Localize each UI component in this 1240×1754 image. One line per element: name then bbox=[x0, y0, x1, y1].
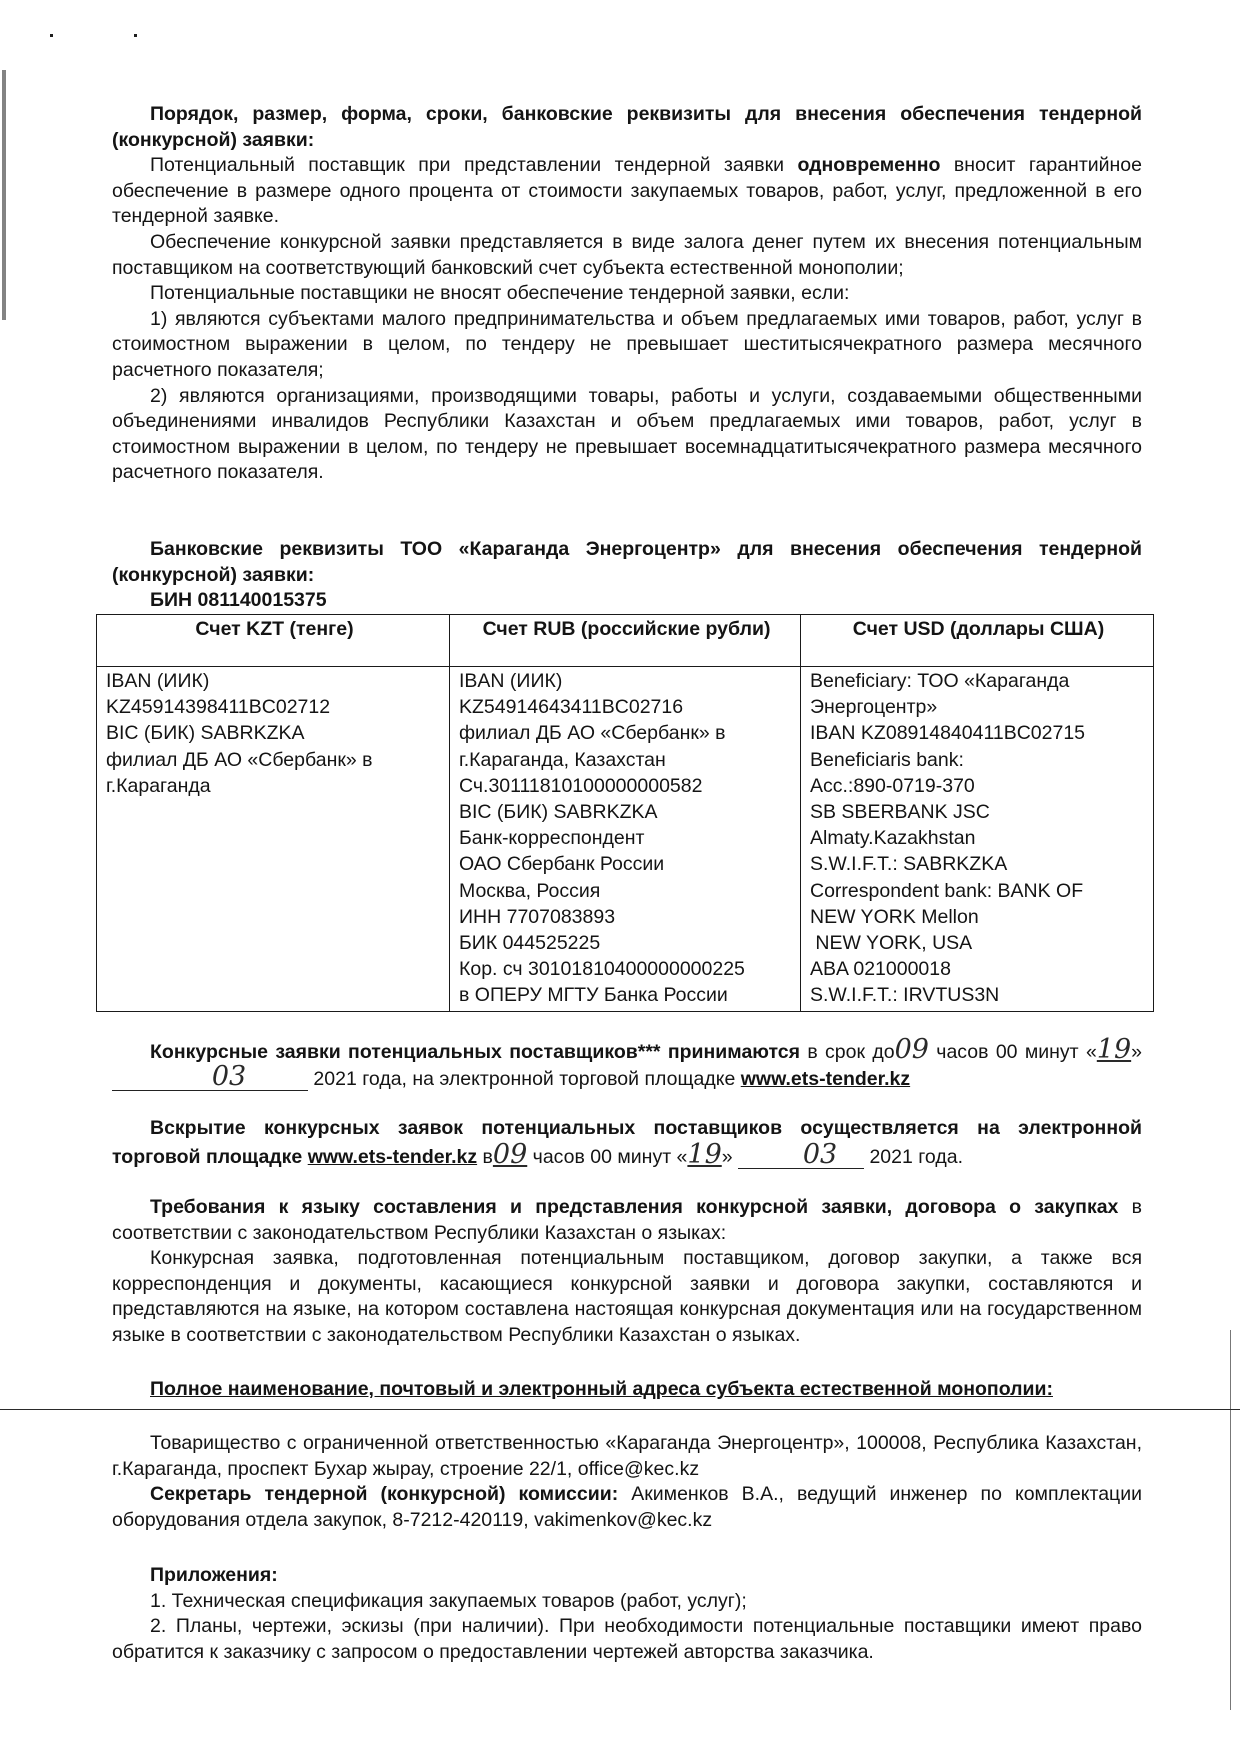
language-section bbox=[112, 1195, 1142, 1349]
handwritten-month: 03 bbox=[211, 1060, 247, 1092]
cell-line: BIC (БИК) SABRKZKA bbox=[106, 722, 305, 745]
cell-line: NEW YORK, USA bbox=[810, 932, 973, 955]
rub-account-cell bbox=[450, 667, 801, 1012]
handwritten-hour: 09 bbox=[894, 1034, 929, 1065]
scan-artifact bbox=[134, 34, 137, 37]
bank-section-heading bbox=[112, 537, 1142, 614]
appendix-item: 1. Техническая спецификация закупаемых товаров (работ, услуг); bbox=[150, 1589, 747, 1612]
cell-line: KZ45914398411BC02712 bbox=[106, 696, 331, 719]
cell-line: S.W.I.F.T.: IRVTUS3N bbox=[810, 984, 1000, 1007]
deadline-paragraph: Конкурсные заявки потенциальных поставщиков*** принимаются в срок до09 часов 00 минут «19» 03 2021 года, на электронной торговой площадке www.ets-tender.kz bbox=[112, 1037, 1142, 1092]
handwritten-month: 03 bbox=[802, 1138, 838, 1170]
guarantee-section bbox=[112, 102, 1142, 486]
exemption-item: 2) являются организациями, производящими товары, работы и услуги, создаваемыми общественными объединениями инвалидов Республики Казахстан и объем предлагаемых ими товаров, работ, услуг в стоимостном выражении в целом, по тендеру не превышает восемнадцатитысячекратного размера месячного расчетного показателя. bbox=[112, 384, 1142, 484]
cell-line: BIC (БИК) SABRKZKA bbox=[459, 801, 658, 824]
cell-line: филиал ДБ АО «Сбербанк» в bbox=[459, 722, 726, 745]
opening-paragraph: Вскрытие конкурсных заявок потенциальных поставщиков осуществляется на электронной торговой площадке www.ets-tender.kz в09 часов 00 минут «19» 03 2021 года. bbox=[112, 1117, 1142, 1170]
column-header-usd: Счет USD (доллары США) bbox=[801, 615, 1154, 667]
cell-line: Банк-корреспондент bbox=[459, 827, 645, 850]
entity-body-section bbox=[112, 1431, 1142, 1533]
horizontal-rule bbox=[0, 1409, 1240, 1410]
cell-line: Москва, Россия bbox=[459, 879, 601, 902]
month-blank bbox=[738, 1138, 864, 1170]
entity-section bbox=[112, 1377, 1142, 1403]
table-header-row bbox=[97, 615, 1154, 667]
cell-line: NEW YORK Mellon bbox=[810, 905, 979, 928]
secretary-paragraph: Секретарь тендерной (конкурсной) комиссии: Акименков В.А., ведущий инженер по комплектации оборудования отдела закупок, 8-7212-420119, vakimenkov@kec.kz bbox=[112, 1483, 1142, 1531]
appendix-heading: Приложения: bbox=[150, 1564, 278, 1586]
appendix-item: 2. Планы, чертежи, эскизы (при наличии). При необходимости потенциальные поставщики имеют право обратится к заказчику с запросом о предоставлении чертежей авторства заказчика. bbox=[112, 1615, 1142, 1663]
cell-line: S.W.I.F.T.: SABRKZKA bbox=[810, 853, 1008, 876]
cell-line: Acc.:890-0719-370 bbox=[810, 774, 975, 797]
guarantee-paragraph: Потенциальные поставщики не вносят обеспечение тендерной заявки, если: bbox=[150, 282, 850, 305]
entity-address: Товарищество с ограниченной ответственностью «Караганда Энергоцентр», 100008, Республика Казахстан, г.Караганда, проспект Бухар жырау, строение 22/1, office@kec.kz bbox=[112, 1432, 1142, 1480]
opening-section bbox=[112, 1116, 1142, 1170]
bank-details-table bbox=[96, 614, 1154, 1012]
cell-line: ИНН 7707083893 bbox=[459, 905, 616, 928]
handwritten-hour: 09 bbox=[492, 1138, 528, 1170]
guarantee-paragraph: Потенциальный поставщик при представлении тендерной заявки одновременно вносит гарантийное обеспечение в размере одного процента от стоимости закупаемых товаров, работ, услуг, предложенной в его тендерной заявке. bbox=[112, 154, 1142, 228]
cell-line: БИК 044525225 bbox=[459, 932, 601, 955]
table-row bbox=[97, 667, 1154, 1012]
exemption-item: 1) являются субъектами малого предпринимательства и объем предлагаемых ими товаров, работ, услуг в стоимостном выражении в целом, по тендеру не превышает шеститысячекратного размера месячного расчетного показателя; bbox=[112, 307, 1142, 381]
guarantee-heading: Порядок, размер, форма, сроки, банковские реквизиты для внесения обеспечения тендерной (конкурсной) заявки: bbox=[112, 103, 1142, 151]
cell-line: KZ54914643411BC02716 bbox=[459, 696, 684, 719]
cell-line: филиал ДБ АО «Сбербанк» в bbox=[106, 748, 373, 771]
language-paragraph: Конкурсная заявка, подготовленная потенциальным поставщиком, договор закупки, а также вся корреспонденция и документы, касающиеся конкурсной заявки и договора закупки, составляются и представляются на языке, на котором составлена настоящая конкурсная документация или на государственном языке в соответствии с законодательством Республики Казахстан о языках. bbox=[112, 1247, 1142, 1346]
scan-artifact bbox=[50, 34, 53, 37]
bin-number: БИН 081140015375 bbox=[150, 589, 327, 612]
scan-artifact bbox=[1230, 1330, 1231, 1710]
month-blank bbox=[112, 1060, 308, 1092]
cell-line: Кор. сч 30101810400000000225 bbox=[459, 958, 745, 981]
cell-line: IBAN (ИИК) bbox=[106, 670, 210, 692]
deadline-section bbox=[112, 1034, 1143, 1092]
entity-heading: Полное наименование, почтовый и электронный адреса субъекта естественной монополии: bbox=[150, 1378, 1053, 1400]
column-header-rub: Счет RUB (российские рубли) bbox=[450, 615, 801, 667]
cell-line: Сч.30111810100000000582 bbox=[459, 774, 703, 797]
bank-heading: Банковские реквизиты ТОО «Караганда Энергоцентр» для внесения обеспечения тендерной (конкурсной) заявки: bbox=[112, 538, 1142, 586]
handwritten-day: 19 bbox=[687, 1138, 722, 1170]
cell-line: ABA 021000018 bbox=[810, 958, 951, 981]
cell-line: Энергоцентр» bbox=[810, 696, 938, 719]
kzt-account-cell bbox=[97, 667, 450, 1012]
scan-artifact bbox=[2, 70, 6, 320]
cell-line: г.Караганда, Казахстан bbox=[459, 748, 666, 771]
cell-line: SB SBERBANK JSC bbox=[810, 801, 990, 824]
cell-line: IBAN KZ08914840411BC02715 bbox=[810, 722, 1086, 745]
cell-line: Almaty.Kazakhstan bbox=[810, 827, 976, 850]
cell-line: Correspondent bank: BANK OF bbox=[810, 879, 1084, 902]
cell-line: IBAN (ИИК) bbox=[459, 670, 563, 692]
cell-line: Beneficiaris bank: bbox=[810, 748, 964, 771]
column-header-kzt: Счет KZT (тенге) bbox=[97, 615, 450, 667]
appendix-section bbox=[112, 1563, 1142, 1665]
cell-line: Beneficiary: ТОО «Караганда bbox=[810, 670, 1070, 692]
usd-account-cell bbox=[801, 667, 1154, 1012]
cell-line: ОАО Сбербанк России bbox=[459, 853, 665, 876]
tender-site-link[interactable]: www.ets-tender.kz bbox=[740, 1067, 911, 1090]
cell-line: г.Караганда bbox=[106, 774, 211, 797]
tender-site-link[interactable]: www.ets-tender.kz bbox=[307, 1145, 478, 1168]
language-heading: Требования к языку составления и представления конкурсной заявки, договора о закупках в соответствии с законодательством Республики Казахстан о языках: bbox=[112, 1196, 1143, 1244]
cell-line: в ОПЕРУ МГТУ Банка России bbox=[459, 984, 728, 1007]
handwritten-day: 19 bbox=[1096, 1034, 1132, 1065]
guarantee-paragraph: Обеспечение конкурсной заявки представляется в виде залога денег путем их внесения потенциальным поставщиком на соответствующий банковский счет субъекта естественной монополии; bbox=[112, 230, 1142, 279]
